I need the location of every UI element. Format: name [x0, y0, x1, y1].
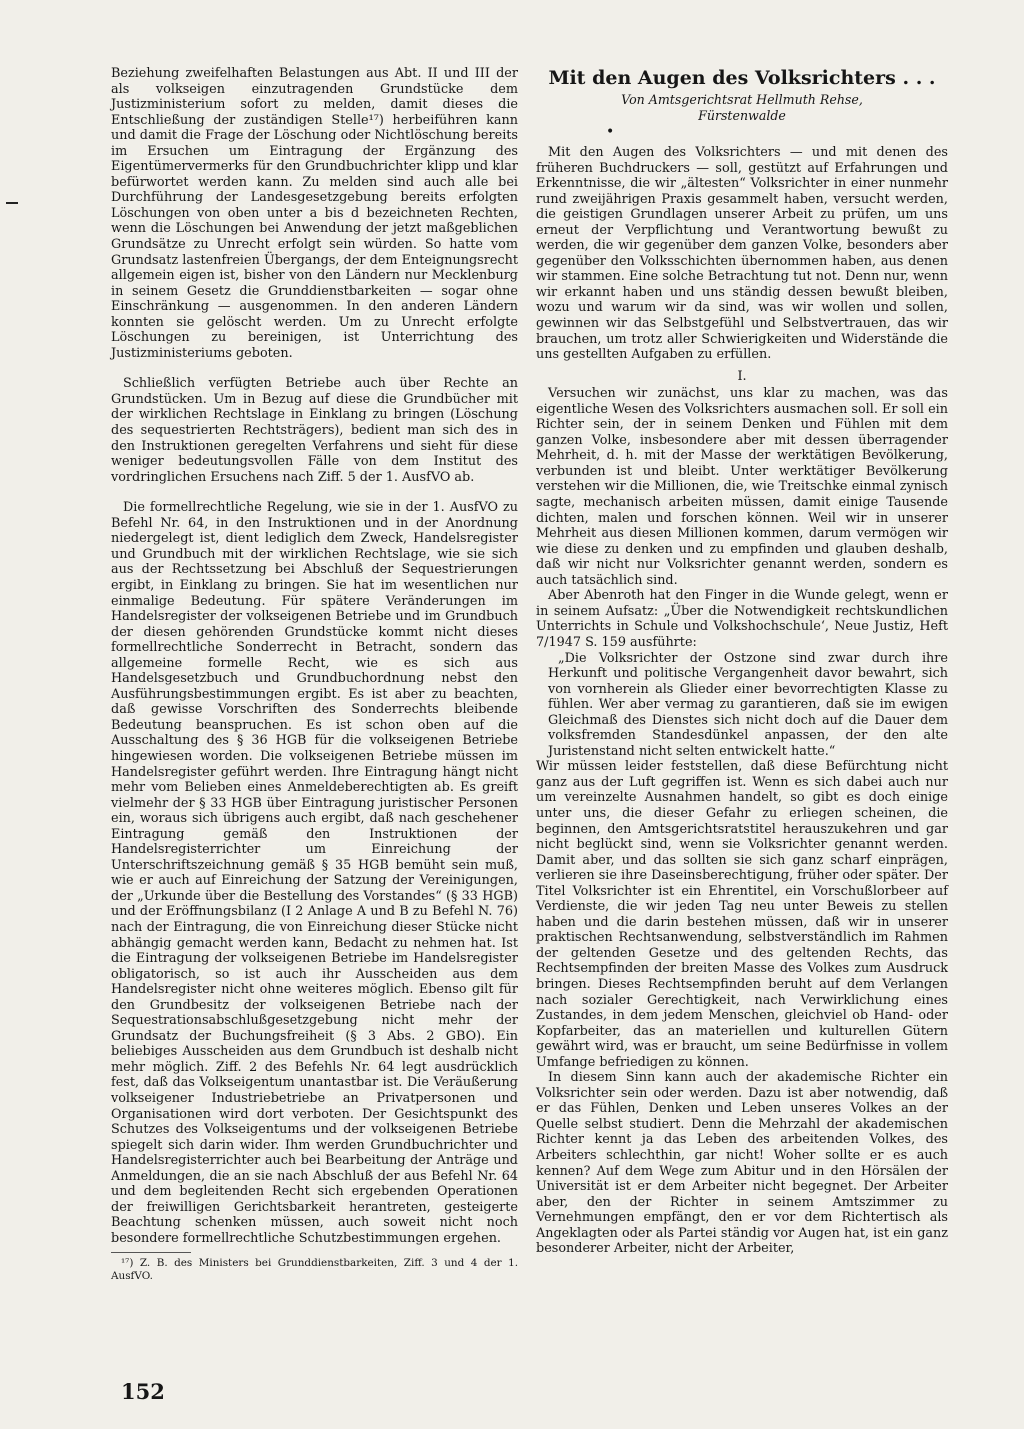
page-number: 152: [121, 1379, 165, 1404]
margin-mark: [6, 202, 18, 204]
body-paragraph: Die formellrechtliche Regelung, wie sie in der 1. AusfVO zu Befehl Nr. 64, in den Instruktionen und in der Anordnung niedergelegt ist, dient lediglich dem Zweck, Handelsregister und Grundbuch mit der wirklichen Rechtslage, wie sie sich aus der Rechtssetzung bei Abschluß der Sequestrierungen ergibt, in Einklang zu bringen. Sie hat im wesentlichen nur einmalige Bedeutung. Für spätere Veränderungen im Handelsregister der volkseigenen Betriebe und im Grundbuch der diesen gehörenden Grundstücke kommt nicht dieses formellrechtliche Sonderrecht in Betracht, sondern das allgemeine formelle Recht, wie es sich aus Handelsgesetzbuch und Grundbuchordnung nebst den Ausführungsbestimmungen ergibt. Es ist aber zu beachten, daß gewisse Vorschriften des Sonderrechts bleibende Bedeutung beanspruchen. Es ist schon oben auf die Ausschaltung des § 36 HGB für die volkseigenen Betriebe hingewiesen worden. Die volkseigenen Betriebe müssen im Handelsregister geführt werden. Ihre Eintragung hängt nicht mehr vom Belieben eines Anmeldeberechtigten ab. Es greift vielmehr der § 33 HGB über Eintragung juristischer Personen ein, woraus sich übrigens auch ergibt, daß nach geschehener Eintragung gemäß den Instruktionen der Handelsregisterrichter um Einreichung der Unterschriftszeichnung gemäß § 35 HGB bemüht sein muß, wie er auch auf Einreichung der Satzung der Vereinigungen, der „Urkunde über die Bestellung des Vorstandes“ (§ 33 HGB) und der Eröffnungsbilanz (I 2 Anlage A und B zu Befehl N. 76) nach der Eintragung, die von Einreichung dieser Stücke nicht abhängig gemacht werden kann, Bedacht zu nehmen hat. Ist die Eintragung der volkseigenen Betriebe im Handelsregister obligatorisch, so ist auch ihr Ausscheiden aus dem Handelsregister nicht ohne weiteres möglich. Ebenso gilt für den Grundbesitz der volkseigenen Betriebe nach der Sequestrationsabschlußgesetzgebung nicht mehr der Grundsatz der Buchungsfreiheit (§ 3 Abs. 2 GBO). Ein beliebiges Ausscheiden aus dem Grundbuch ist deshalb nicht mehr möglich. Ziff. 2 des Befehls Nr. 64 legt ausdrücklich fest, daß das Volkseigentum unantastbar ist. Die Veräußerung volkseigener Industriebetriebe an Privatpersonen und Organisationen wird dort verboten. Der Gesichtspunkt des Schutzes des Volkseigentums und der volkseigenen Betriebe spiegelt sich darin wider. Ihm werden Grundbuchrichter und Handelsregisterrichter auch bei Bearbeitung der Anträge und Anmeldungen, die an sie nach Abschluß der aus Befehl Nr. 64 und dem begleitenden Recht sich ergebenden Operationen der freiwilligen Gerichtsbarkeit herantreten, gesteigerte Beachtung schenken müssen, auch soweit nicht noch besondere formellrechtliche Schutzbestimmungen ergehen.: [111, 500, 518, 1246]
article-title: Mit den Augen des Volksrichters . . .: [548, 67, 936, 89]
bullet-mark: •: [606, 124, 615, 140]
body-paragraph: Mit den Augen des Volksrichters — und mit denen des früheren Buchdruckers — soll, gestützt auf Erfahrungen und Erkenntnisse, die wir „ältesten“ Volksrichter in einer nunmehr rund zweijährigen Praxis gesammelt haben, versucht werden, die geistigen Grundlagen unserer Arbeit zu prüfen, um uns erneut der Verpflichtung und Verantwortung bewußt zu werden, die wir gegenüber dem ganzen Volke, besonders aber gegenüber den Volksschichten übernommen haben, aus denen wir stammen. Eine solche Betrachtung tut not. Denn nur, wenn wir erkannt haben und uns ständig dessen bewußt bleiben, wozu und warum wir da sind, was wir wollen und sollen, gewinnen wir das Selbstgefühl und Selbstvertrauen, das wir brauchen, um trotz aller Schwierigkeiten und Widerstände die uns gestellten Aufgaben zu erfüllen.: [536, 145, 948, 363]
left-column: [111, 66, 518, 1283]
body-paragraph: In diesem Sinn kann auch der akademische Richter ein Volksrichter sein oder werden. Dazu ist aber notwendig, daß er das Fühlen, Denken und Leben unseres Volkes an der Quelle selbst studiert. Denn die Mehrzahl der akademischen Richter kennt ja das Leben des arbeitenden Volkes, des Arbeiters schlechthin, gar nicht! Woher sollte er es auch kennen? Auf dem Wege zum Abitur und in den Hörsälen der Universität ist er dem Arbeiter nicht begegnet. Der Arbeiter aber, den der Richter in seinem Amtszimmer zu Vernehmungen empfängt, den er vor dem Richtertisch als Angeklagten oder als Partei ständig vor Augen hat, ist ein ganz besonderer Arbeiter, nicht der Arbeiter,: [536, 1070, 948, 1257]
paragraph-gap: [111, 485, 518, 500]
article-author-location: Fürstenwalde: [698, 107, 786, 123]
body-paragraph: Schließlich verfügten Betriebe auch über Rechte an Grundstücken. Um in Bezug auf diese die Grundbücher mit der wirklichen Rechtslage in Einklang zu bringen (Löschung des sequestrierten Rechtsträgers), bedient man sich des in den Instruktionen geregelten Verfahrens und sieht für diese weniger bedeutungsvollen Fälle von dem Institut des vordringlichen Ersuchens nach Ziff. 5 der 1. AusfVO ab.: [111, 376, 518, 485]
right-column: [536, 66, 948, 1257]
section-number: I.: [737, 368, 747, 384]
body-paragraph: Wir müssen leider feststellen, daß diese Befürchtung nicht ganz aus der Luft gegriffen ist. Wenn es sich dabei auch nur um vereinzelte Ausnahmen handelt, so gibt es doch einige unter uns, die dieser Gefahr zu erliegen scheinen, die beginnen, den Amtsgerichtsratstitel herauszukehren und gar nicht beglückt sind, wenn sie Volksrichter genannt werden. Damit aber, und das sollten sie sich ganz scharf einprägen, verlieren sie ihre Daseinsberechtigung, früher oder später. Der Titel Volksrichter ist ein Ehrentitel, ein Vorschußlorbeer auf Verdienste, die wir jeden Tag neu unter Beweis zu stellen haben und die darin bestehen müssen, daß wir in unserer praktischen Rechtsanwendung, selbstverständlich im Rahmen der geltenden Gesetze und des geltenden Rechts, das Rechtsempfinden der breiten Masse des Volkes zum Ausdruck bringen. Dieses Rechtsempfinden beruht auf dem Verlangen nach sozialer Gerechtigkeit, nach Verwirklichung eines Zustandes, in dem jedem Menschen, gleichviel ob Hand- oder Kopfarbeiter, das an materiellen und kulturellen Gütern gewährt wird, was er braucht, um seine Bedürfnisse in vollem Umfange befriedigen zu können.: [536, 759, 948, 1070]
body-paragraph: Aber Abenroth hat den Finger in die Wunde gelegt, wenn er in seinem Aufsatz: „Über die Notwendigkeit rechtskundlichen Unterrichts in Schule und Volkshochschule‘, Neue Justiz, Heft 7/1947 S. 159 ausführte:: [536, 588, 948, 650]
block-quote: „Die Volksrichter der Ostzone sind zwar durch ihre Herkunft und politische Vergangenheit davor bewahrt, sich von vornherein als Glieder einer bevorrechtigten Klasse zu fühlen. Wer aber vermag zu garantieren, daß sie im ewigen Gleichmaß des Dienstes sich nicht doch auf die Dauer dem volksfremden Standesdünkel anpassen, der den alte Juristenstand nicht selten entwickelt hatte.“: [548, 650, 948, 759]
paragraph-gap: [111, 361, 518, 376]
body-paragraph: Versuchen wir zunächst, uns klar zu machen, was das eigentliche Wesen des Volksrichters ausmachen soll. Er soll ein Richter sein, der in seinem Denken und Fühlen mit dem ganzen Volke, insbesondere aber mit dessen überragender Mehrheit, d. h. mit der Masse der werktätigen Bevölkerung, verbunden ist und bleibt. Unter werktätiger Bevölkerung verstehen wir die Millionen, die, wie Treitschke einmal zynisch sagte, mechanisch arbeiten müssen, damit einige Tausende dichten, malen und forschen können. Weil wir in unserer Mehrheit aus diesen Millionen kommen, darum vermögen wir wie diese zu denken und zu empfinden und glauben deshalb, daß wir nicht nur Volksrichter genannt werden, sondern es auch tatsächlich sind.: [536, 386, 948, 588]
footnote: ¹⁷) Z. B. des Ministers bei Grunddienstbarkeiten, Ziff. 3 und 4 der 1. AusfVO.: [111, 1257, 518, 1283]
footnote-rule: [111, 1252, 191, 1253]
article-author: Von Amtsgerichtsrat Hellmuth Rehse,: [621, 92, 863, 107]
body-paragraph: Beziehung zweifelhaften Belastungen aus Abt. II und III der als volkseigen einzutragenden Grundstücke dem Justizministerium sofort zu melden, damit dieses die Entschließung der zuständigen Stelle¹⁷) herbeiführen kann und damit die Frage der Löschung oder Nichtlöschung bereits im Ersuchen um Eintragung der Ergänzung des Eigentümervermerks für den Grundbuchrichter klipp und klar befürwortet werden kann. Zu melden sind auch alle bei Durchführung der Landesgesetzgebung bereits erfolgten Löschungen von oben unter a bis d bezeichneten Rechten, wenn die Löschungen bei Anwendung der jetzt maßgeblichen Grundsätze zu Unrecht erfolgt sein würden. So hatte vom Grundsatz lastenfreien Übergangs, der dem Enteignungsrecht allgemein eigen ist, bisher von den Ländern nur Mecklenburg in seinem Gesetz die Grunddienstbarkeiten — sogar ohne Einschränkung — ausgenommen. In den anderen Ländern konnten sie gelöscht werden. Um zu Unrecht erfolgte Löschungen zu bereinigen, ist Unterrichtung des Justizministeriums geboten.: [111, 66, 518, 361]
